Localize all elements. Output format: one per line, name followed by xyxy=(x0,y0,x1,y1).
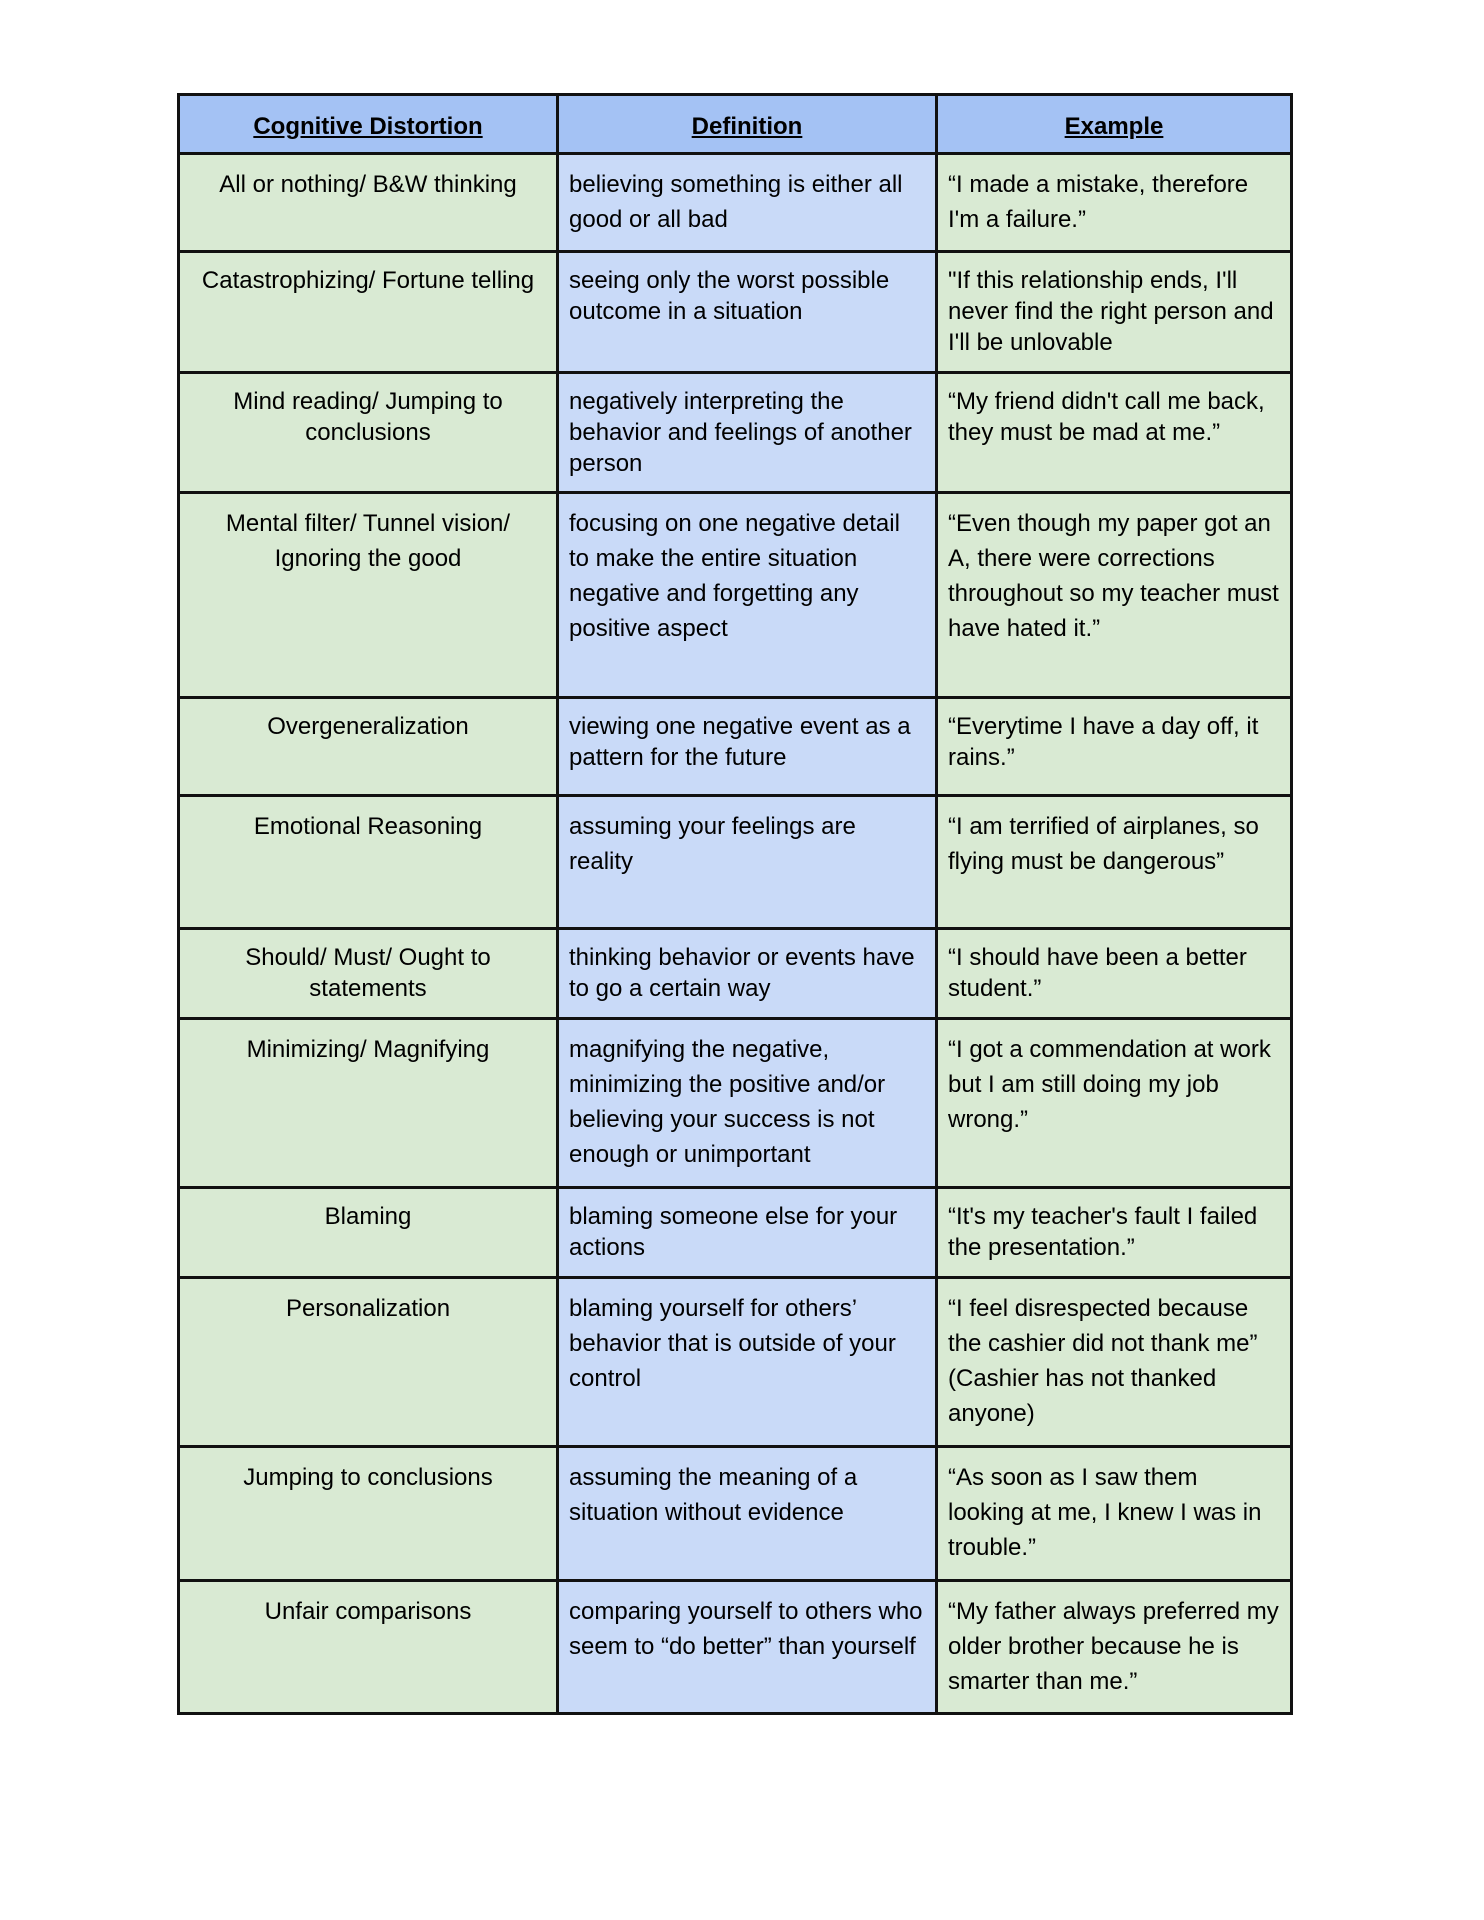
distortion-cell: Unfair comparisons xyxy=(179,1581,558,1714)
example-cell: “Everytime I have a day off, it rains.” xyxy=(937,698,1292,796)
header-cognitive-distortion: Cognitive Distortion xyxy=(179,95,558,154)
table-row xyxy=(179,1447,1292,1581)
header-row xyxy=(179,95,1292,154)
definition-cell: assuming the meaning of a situation without evidence xyxy=(558,1447,937,1581)
distortion-cell: Mental filter/ Tunnel vision/ Ignoring the good xyxy=(179,493,558,698)
example-cell: “I made a mistake, therefore I'm a failure.” xyxy=(937,154,1292,252)
example-cell: “It's my teacher's fault I failed the presentation.” xyxy=(937,1188,1292,1278)
example-cell: "If this relationship ends, I'll never find the right person and I'll be unlovable xyxy=(937,252,1292,373)
example-cell: “I feel disrespected because the cashier did not thank me” (Cashier has not thanked anyone) xyxy=(937,1278,1292,1447)
definition-cell: viewing one negative event as a pattern for the future xyxy=(558,698,937,796)
definition-cell: thinking behavior or events have to go a certain way xyxy=(558,929,937,1019)
distortion-cell: Personalization xyxy=(179,1278,558,1447)
definition-cell: blaming someone else for your actions xyxy=(558,1188,937,1278)
distortion-cell: Overgeneralization xyxy=(179,698,558,796)
example-cell: “My friend didn't call me back, they must be mad at me.” xyxy=(937,373,1292,493)
example-cell: “I should have been a better student.” xyxy=(937,929,1292,1019)
distortion-cell: Minimizing/ Magnifying xyxy=(179,1019,558,1188)
definition-cell: blaming yourself for others’ behavior that is outside of your control xyxy=(558,1278,937,1447)
definition-cell: negatively interpreting the behavior and feelings of another person xyxy=(558,373,937,493)
example-cell: “I got a commendation at work but I am still doing my job wrong.” xyxy=(937,1019,1292,1188)
table-row xyxy=(179,1581,1292,1714)
distortion-cell: Blaming xyxy=(179,1188,558,1278)
table-row xyxy=(179,252,1292,373)
header-definition: Definition xyxy=(558,95,937,154)
definition-cell: assuming your feelings are reality xyxy=(558,796,937,929)
distortion-cell: Jumping to conclusions xyxy=(179,1447,558,1581)
example-cell: “As soon as I saw them looking at me, I knew I was in trouble.” xyxy=(937,1447,1292,1581)
header-example: Example xyxy=(937,95,1292,154)
cognitive-distortions-table xyxy=(177,93,1293,1715)
table-row xyxy=(179,154,1292,252)
table-row xyxy=(179,1278,1292,1447)
distortion-cell: Catastrophizing/ Fortune telling xyxy=(179,252,558,373)
table-row xyxy=(179,373,1292,493)
definition-cell: believing something is either all good or all bad xyxy=(558,154,937,252)
definition-cell: magnifying the negative, minimizing the positive and/or believing your success is not enough or unimportant xyxy=(558,1019,937,1188)
table-row xyxy=(179,493,1292,698)
table-row xyxy=(179,929,1292,1019)
table-row xyxy=(179,1019,1292,1188)
example-cell: “My father always preferred my older brother because he is smarter than me.” xyxy=(937,1581,1292,1714)
table-row xyxy=(179,1188,1292,1278)
distortion-cell: Mind reading/ Jumping to conclusions xyxy=(179,373,558,493)
example-cell: “Even though my paper got an A, there were corrections throughout so my teacher must have hated it.” xyxy=(937,493,1292,698)
distortion-cell: All or nothing/ B&W thinking xyxy=(179,154,558,252)
definition-cell: comparing yourself to others who seem to “do better” than yourself xyxy=(558,1581,937,1714)
distortion-cell: Should/ Must/ Ought to statements xyxy=(179,929,558,1019)
table-row xyxy=(179,796,1292,929)
distortion-cell: Emotional Reasoning xyxy=(179,796,558,929)
definition-cell: focusing on one negative detail to make the entire situation negative and forgetting any positive aspect xyxy=(558,493,937,698)
definition-cell: seeing only the worst possible outcome in a situation xyxy=(558,252,937,373)
table-row xyxy=(179,698,1292,796)
example-cell: “I am terrified of airplanes, so flying must be dangerous” xyxy=(937,796,1292,929)
